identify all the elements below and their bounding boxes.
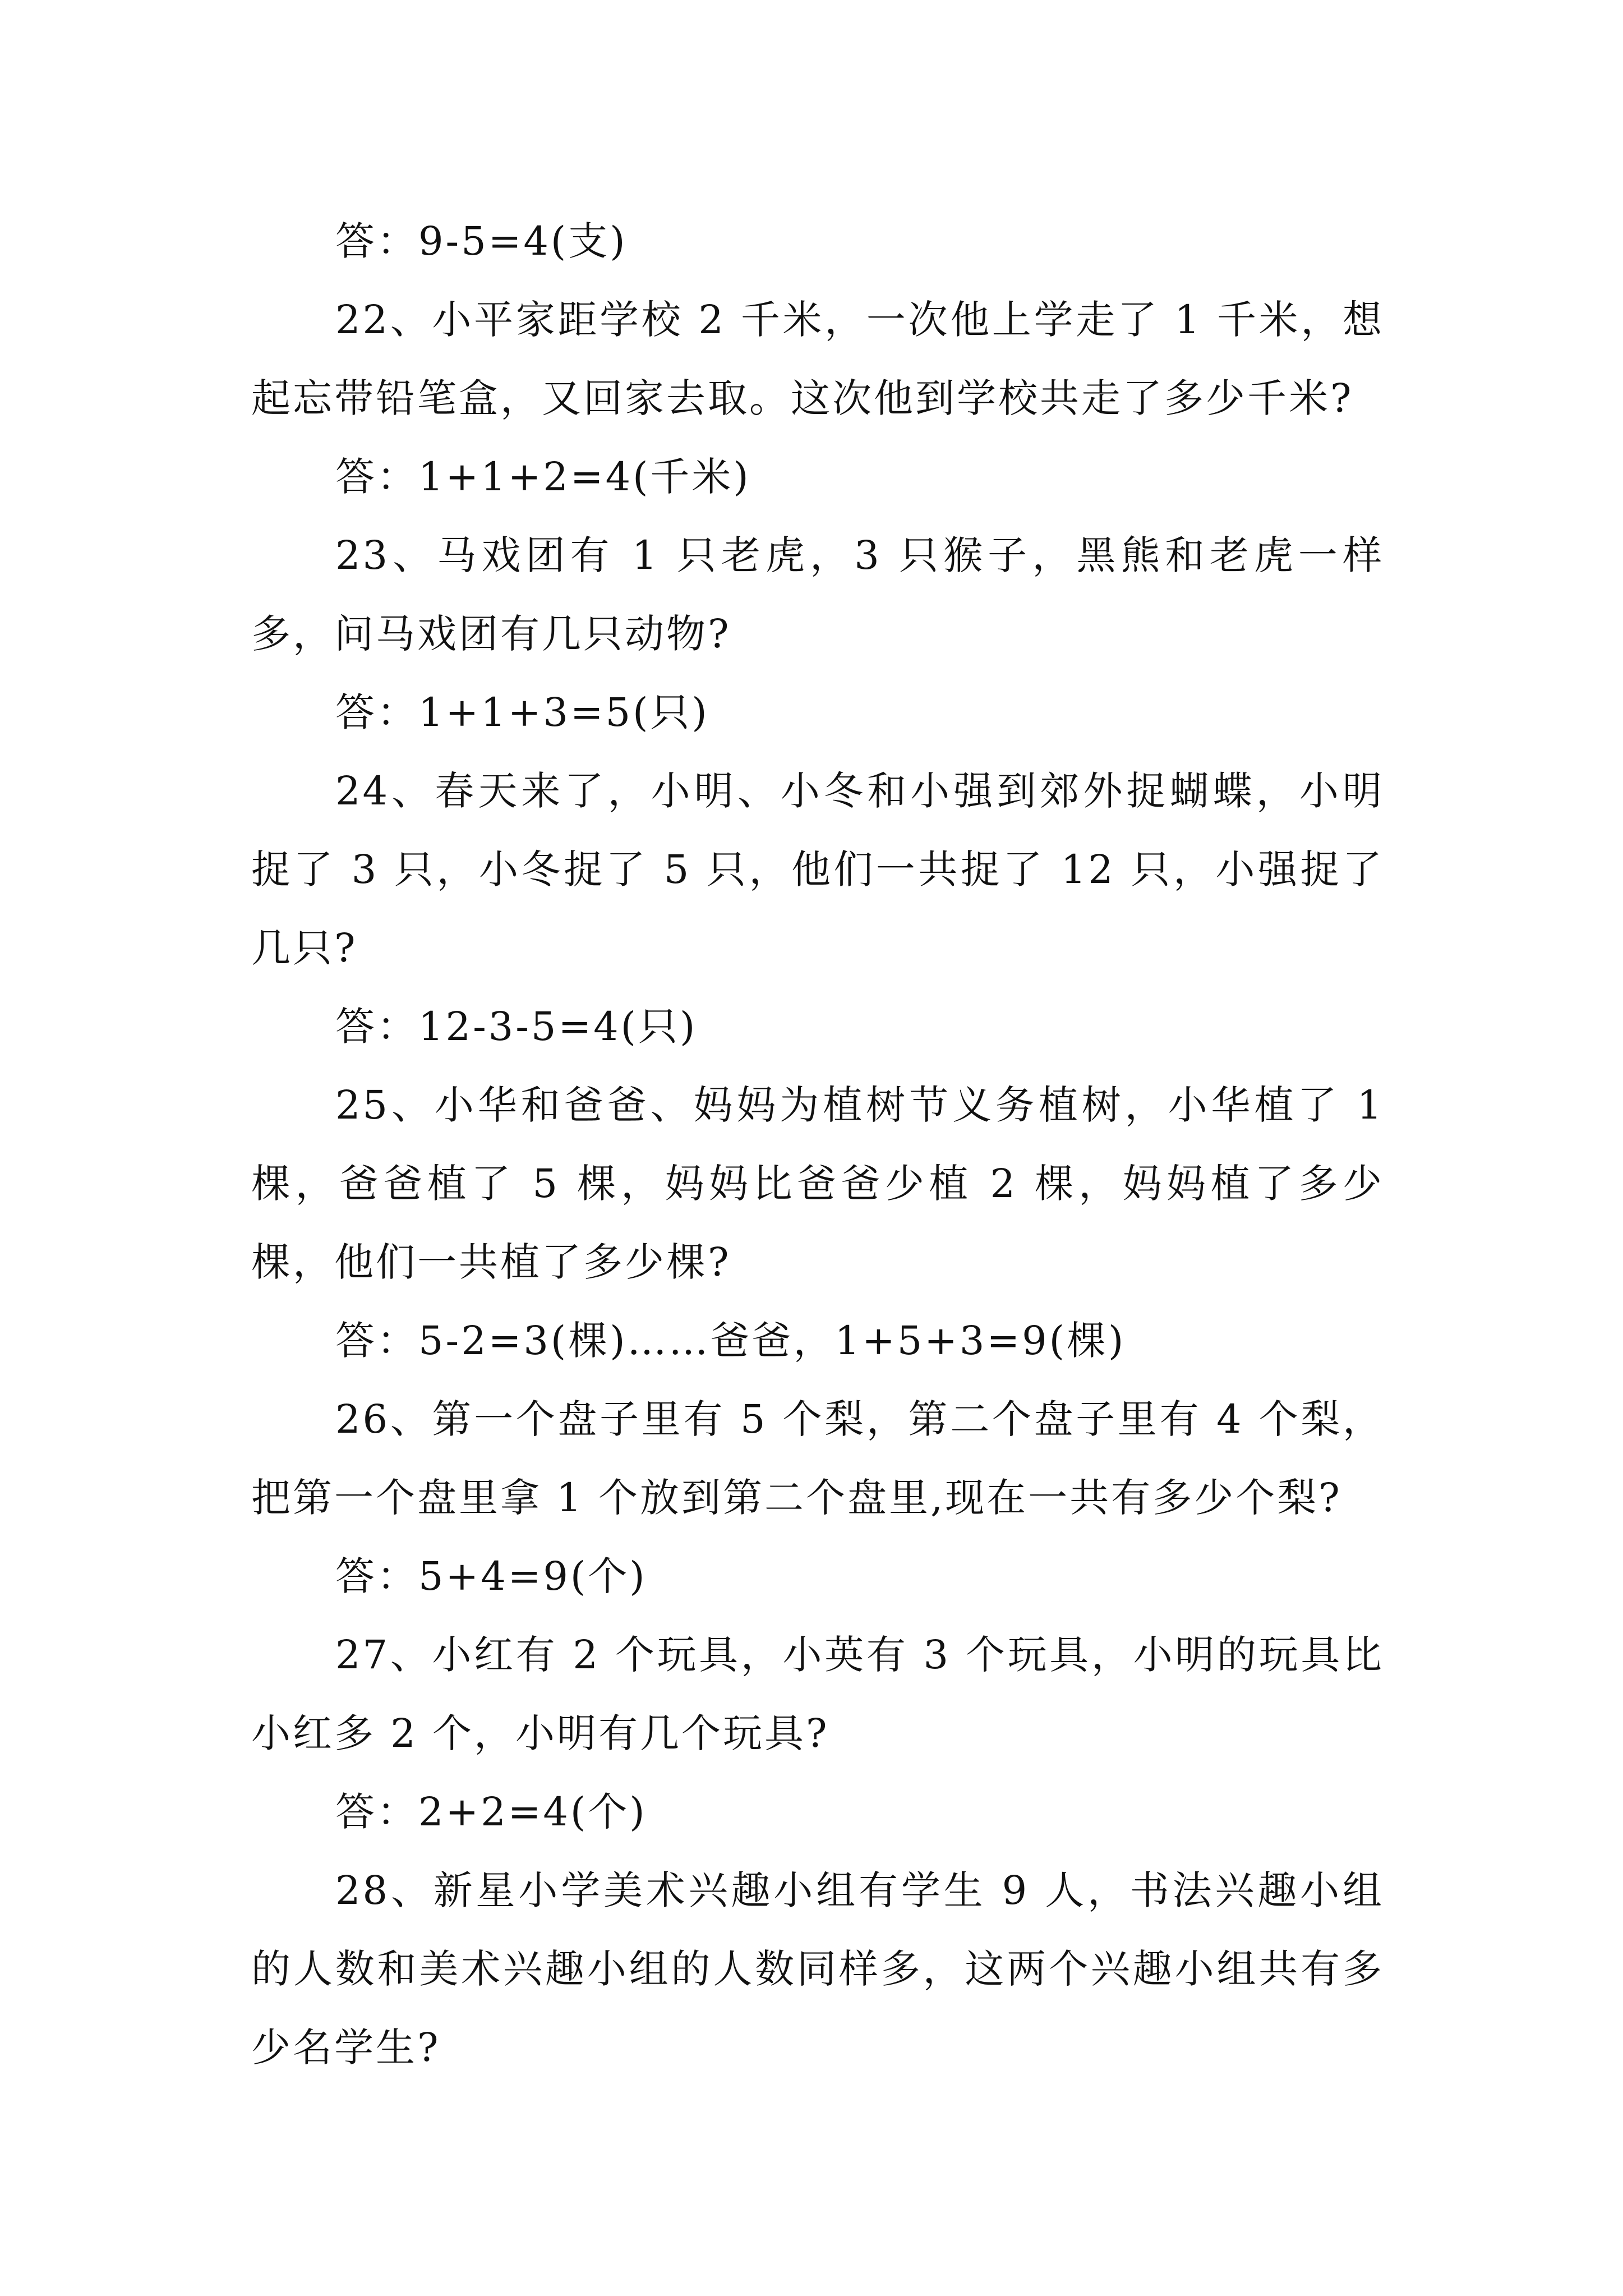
question-24: 24、春天来了，小明、小冬和小强到郊外捉蝴蝶，小明捉了 3 只，小冬捉了 5 只，他们一共捉了 12 只，小强捉了几只? [251,768,1384,971]
answer-25: 答：5-2=3(棵)……爸爸，1+5+3=9(棵) [335,1318,1126,1364]
question-22: 22、小平家距学校 2 千米，一次他上学走了 1 千米，想起忘带铅笔盒，又回家去取。这次他到学校共走了多少千米? [251,297,1384,421]
question-23: 23、马戏团有 1 只老虎，3 只猴子，黑熊和老虎一样多，问马戏团有几只动物? [251,532,1384,657]
answer-22: 答：1+1+2=4(千米) [335,454,751,500]
answer-21: 答：9-5=4(支) [335,218,628,264]
answer-26: 答：5+4=9(个) [335,1553,647,1599]
document-body [251,202,1384,2087]
answer-27: 答：2+2=4(个) [335,1789,647,1835]
answer-24: 答：12-3-5=4(只) [335,1004,698,1050]
answer-23: 答：1+1+3=5(只) [335,689,709,735]
question-27: 27、小红有 2 个玩具，小英有 3 个玩具，小明的玩具比小红多 2 个，小明有几个玩具? [251,1632,1384,1756]
question-26: 26、第一个盘子里有 5 个梨，第二个盘子里有 4 个梨，把第一个盘里拿 1 个放到第二个盘里,现在一共有多少个梨? [251,1396,1384,1521]
question-25: 25、小华和爸爸、妈妈为植树节义务植树，小华植了 1 棵，爸爸植了 5 棵，妈妈比爸爸少植 2 棵，妈妈植了多少棵，他们一共植了多少棵? [251,1082,1384,1285]
question-28: 28、新星小学美术兴趣小组有学生 9 人，书法兴趣小组的人数和美术兴趣小组的人数同样多，这两个兴趣小组共有多少名学生? [251,1867,1384,2070]
